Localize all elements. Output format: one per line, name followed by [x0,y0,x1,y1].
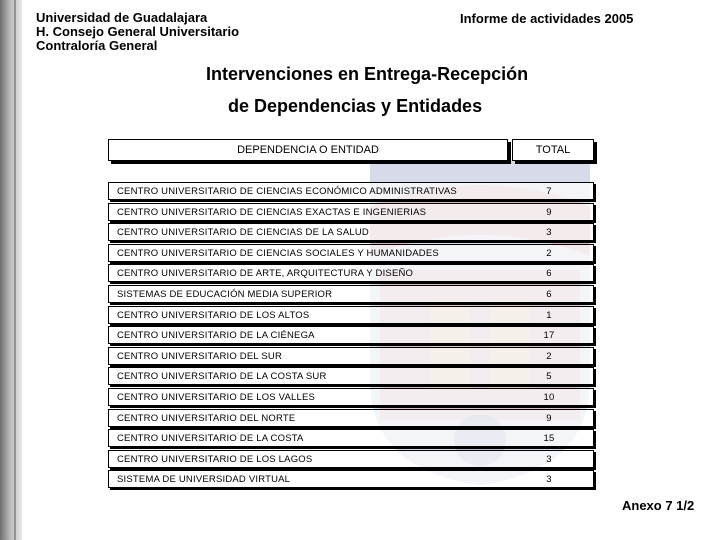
page-title-line1: Intervenciones en Entrega-Recepción [206,64,529,84]
total-value: 7 [546,186,552,197]
table-row [108,223,594,241]
dependencia-name: CENTRO UNIVERSITARIO DE ARTE, ARQUITECTURA Y DISEÑO [117,268,414,280]
dependencia-name: CENTRO UNIVERSITARIO DE LA COSTA SUR [117,371,327,383]
dependencia-name: CENTRO UNIVERSITARIO DE CIENCIAS EXACTAS E INGENIERIAS [117,206,427,218]
dependencia-name: CENTRO UNIVERSITARIO DE LA COSTA [117,433,304,445]
table-row [108,450,594,468]
table-row [108,306,594,324]
dependencia-name: CENTRO UNIVERSITARIO DE LOS VALLES [117,392,316,403]
total-value: 10 [543,392,555,403]
dependencia-name: CENTRO UNIVERSITARIO DE CIENCIAS SOCIALES Y HUMANIDADES [117,247,439,259]
column-header-total: TOTAL [512,139,594,161]
dependencia-name: SISTEMAS DE EDUCACIÓN MEDIA SUPERIOR [117,289,333,300]
table-row [108,203,594,221]
table-row [108,264,594,282]
table-row [108,409,594,427]
table-row [108,367,594,385]
dependencia-name: CENTRO UNIVERSITARIO DE CIENCIAS DE LA SALUD [117,227,369,239]
total-value: 5 [546,371,552,383]
dependencia-name: CENTRO UNIVERSITARIO DE LOS LAGOS [117,453,313,465]
institution-name: Universidad de Guadalajara [36,10,208,25]
total-value: 3 [546,227,552,239]
report-title: Informe de actividades 2005 [460,11,634,26]
total-value: 6 [546,268,552,280]
dependencia-name: CENTRO UNIVERSITARIO DE LOS ALTOS [117,309,310,321]
table-row [108,347,594,365]
page-title-line2: de Dependencias y Entidades [228,96,483,116]
dependencia-name: SISTEMA DE UNIVERSIDAD VIRTUAL [117,474,291,486]
dependencia-name: CENTRO UNIVERSITARIO DEL NORTE [117,412,296,424]
total-value: 17 [543,330,555,342]
total-value: 1 [546,309,552,321]
total-value: 3 [546,474,552,486]
column-header-dependencia: DEPENDENCIA O ENTIDAD [108,139,508,161]
dependencia-name: CENTRO UNIVERSITARIO DE CIENCIAS ECONÓMICO ADMINISTRATIVAS [117,186,457,197]
total-value: 9 [546,206,552,218]
total-value: 3 [546,453,552,465]
council-name: H. Consejo General Universitario [36,24,240,39]
annex-page-label: Anexo 7 1/2 [622,498,695,513]
total-value: 2 [546,350,552,362]
dependencia-name: CENTRO UNIVERSITARIO DE LA CIÉNEGA [117,330,315,342]
total-value: 9 [546,412,552,424]
table-row [108,326,594,344]
table-row [108,244,594,262]
total-value: 6 [546,289,552,300]
institution-header [36,11,239,53]
table-row [108,388,594,406]
dependencia-name: CENTRO UNIVERSITARIO DEL SUR [117,350,283,362]
table-row [108,285,594,303]
table-row [108,182,594,200]
total-value: 15 [543,433,555,445]
table-row [108,470,594,488]
office-name: Contraloría General [36,38,158,53]
table-row [108,429,594,447]
total-value: 2 [546,247,552,259]
left-decorative-stripe [0,0,22,540]
